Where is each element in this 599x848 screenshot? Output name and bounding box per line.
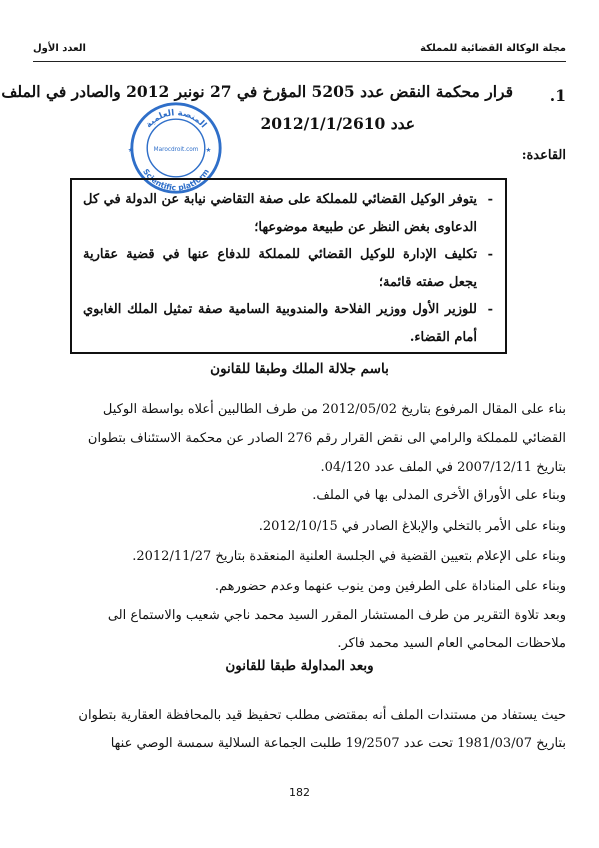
stamp-site-text: Marocdroit.com [153,146,199,153]
section-heading-deliberation: وبعد المداولة طبقا للقانون [225,658,374,674]
page-number: 182 [289,786,310,799]
paragraph-line: وبناء على المناداة على الطرفين ومن ينوب عنهما وعدم حضورهم. [214,579,566,594]
stamp-star-icon: ★ [205,145,212,154]
legal-rules-box [70,178,507,354]
paragraph-line: وبناء على الأمر بالتخلي والإبلاغ الصادر في 2012/10/15. [258,519,566,534]
decision-title-line2: عدد 2012/1/1/2610 [260,114,415,133]
journal-name: مجلة الوكالة القضائية للمملكة [420,43,566,54]
qaida-label: القاعدة: [521,148,566,163]
issue-label: العدد الأول [33,43,86,54]
paragraph-line: وبناء على الأوراق الأخرى المدلى بها في الملف. [312,488,566,503]
paragraph-line: بتاريخ 1981/03/07 تحت عدد 19/2507 طلبت الجماعة السلالية سمسة الوصي عنها [110,736,566,751]
stamp-star-icon: ★ [128,145,134,154]
paragraph-line: وبناء على الإعلام بتعيين القضية في الجلسة العلنية المنعقدة بتاريخ 2012/11/27. [132,549,566,564]
paragraph-line: القضائي للمملكة والرامي الى نقض القرار رقم 276 الصادر عن محكمة الاستئناف بتطوان [87,431,566,446]
paragraph-line: بتاريخ 2007/12/11 في الملف عدد 04/120. [320,460,566,475]
stamp-arabic-text: المنصة العلمية [143,108,209,131]
bullet-dash: - [487,192,493,207]
paragraph-line: حيث يستفاد من مستندات الملف أنه بمقتضى مطلب تحفيظ قيد بالمحافظة العقارية بتطوان [78,708,566,723]
rule-item: - تكليف الإدارة للوكيل القضائي للمملكة للدفاع عنها في قضية عقارية يجعل صفته قائمة؛ [83,241,493,297]
rule-item: - للوزير الأول ووزير الفلاحة والمندوبية السامية صفة تمثيل الملك الغابوي أمام القضاء. [83,296,493,352]
header-divider [33,61,566,62]
decision-number: 1. [549,86,566,105]
section-heading-royal: باسم جلالة الملك وطبقا للقانون [210,361,389,377]
rule-item: - يتوفر الوكيل القضائي للمملكة على صفة التقاضي نيابة عن الدولة في كل الدعاوى بغض النظر عن طبيعة موضوعها؛ [83,186,493,242]
bullet-dash: - [487,247,493,262]
paragraph-line: ملاحظات المحامي العام السيد محمد فاكر. [337,636,566,651]
stamp-latin-text: Scientific platform [141,167,211,193]
bullet-dash: - [487,302,493,317]
paragraph-line: بناء على المقال المرفوع بتاريخ 2012/05/02 من طرف الطالبين أعلاه بواسطة الوكيل [102,402,566,417]
decision-title-line1: قرار محكمة النقض عدد 5205 المؤرخ في 27 نونبر 2012 والصادر في الملف [1,82,513,101]
paragraph-line: وبعد تلاوة التقرير من طرف المستشار المقرر السيد محمد ناجي شعيب والاستماع الى [107,608,566,623]
